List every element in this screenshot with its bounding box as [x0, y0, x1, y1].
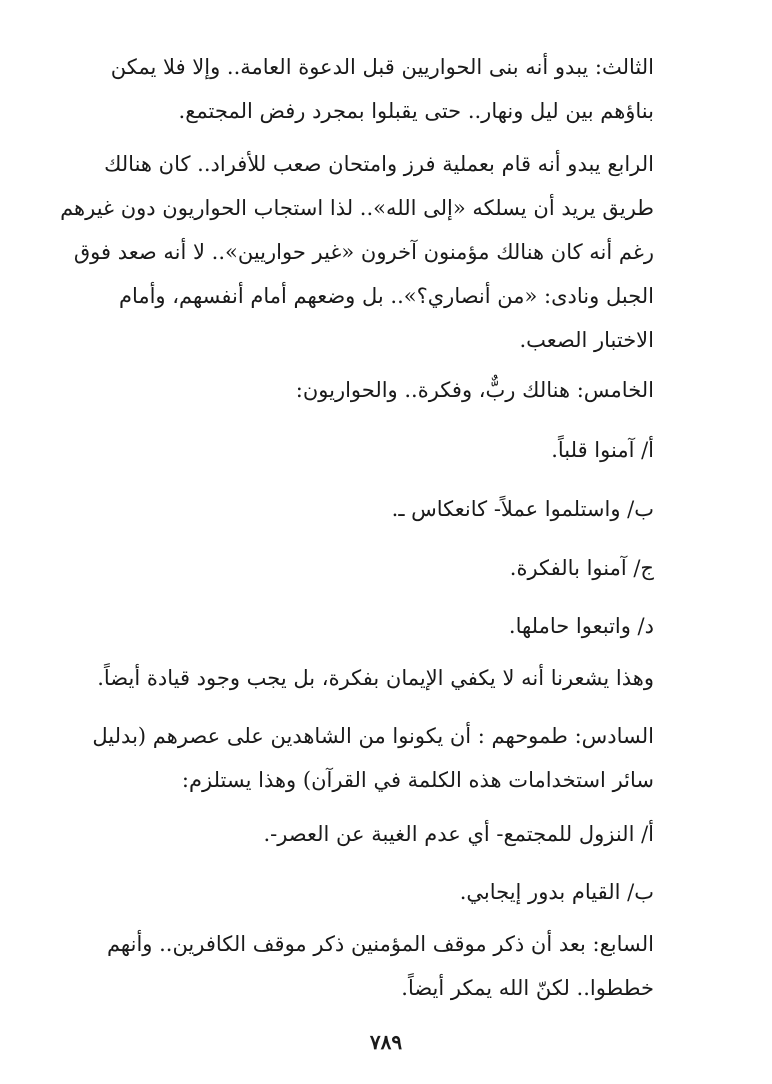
paragraph-line: سائر استخدامات هذه الكلمة في القرآن) وهذا يستلزم:: [181, 768, 654, 792]
list-item: أ/ آمنوا قلباً.: [551, 438, 654, 462]
paragraph-line: الجبل ونادى: «من أنصاري؟».. بل وضعهم أمام أنفسهم، وأمام: [118, 284, 654, 308]
list-item: د/ واتبعوا حاملها.: [508, 614, 654, 638]
paragraph-line: خططوا.. لكنّ الله يمكر أيضاً.: [401, 976, 654, 1000]
paragraph-seventh: [80, 922, 654, 1010]
paragraph-line: بناؤهم بين ليل ونهار.. حتى يقبلوا بمجرد رفض المجتمع.: [178, 99, 654, 123]
list-item: ب/ واستلموا عملاً- كانعكاس ـ.: [391, 497, 654, 521]
paragraph-line: الاختبار الصعب.: [519, 328, 654, 352]
paragraph-note: [80, 656, 654, 700]
paragraph-line: السادس: طموحهم : أن يكونوا من الشاهدين على عصرهم (بدليل: [92, 724, 654, 748]
paragraph-line: رغم أنه كان هنالك مؤمنون آخرون «غير حواريين».. لا أنه صعد فوق: [73, 240, 654, 264]
paragraph-line: السابع: بعد أن ذكر موقف المؤمنين ذكر موقف الكافرين.. وأنهم: [106, 932, 654, 956]
paragraph-fifth-intro: الخامس: هنالك ربٌّ، وفكرة.. والحواريون:: [295, 378, 654, 402]
page-number: ٧٨٩: [369, 1030, 403, 1054]
paragraph-sixth: [80, 714, 654, 802]
paragraph-line: طريق يريد أن يسلكه «إلى الله».. لذا استجاب الحواريون دون غيرهم: [60, 196, 654, 220]
list-item: ب/ القيام بدور إيجابي.: [459, 880, 654, 904]
paragraph-fourth: [60, 142, 654, 362]
paragraph-line: الرابع يبدو أنه قام بعملية فرز وامتحان صعب للأفراد.. كان هنالك: [104, 152, 654, 176]
paragraph-line: الثالث: يبدو أنه بنى الحواريين قبل الدعوة العامة.. وإلا فلا يمكن: [110, 55, 654, 79]
list-item: أ/ النزول للمجتمع- أي عدم الغيبة عن العصر-.: [263, 822, 654, 846]
paragraph-third: [80, 45, 654, 133]
paragraph-line: وهذا يشعرنا أنه لا يكفي الإيمان بفكرة، بل يجب وجود قيادة أيضاً.: [97, 666, 654, 690]
list-item: ج/ آمنوا بالفكرة.: [509, 556, 654, 580]
